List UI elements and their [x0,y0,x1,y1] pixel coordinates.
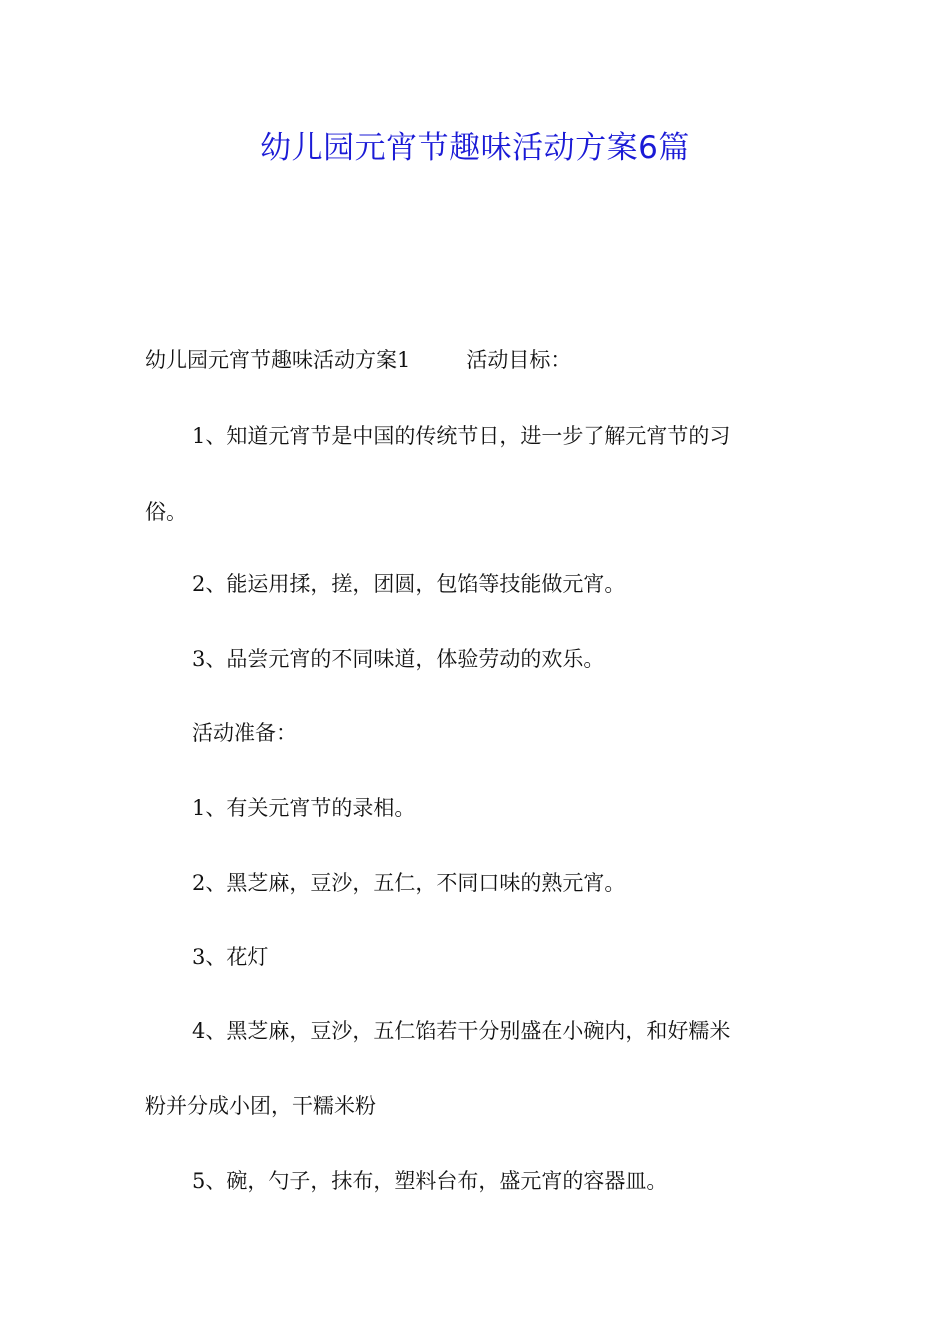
document-title: 幼儿园元宵节趣味活动方案6篇 [260,130,690,166]
goal-3: 3、品尝元宵的不同味道，体验劳动的欢乐。 [192,647,605,671]
goal-1-line-2: 俗。 [145,500,187,524]
goal-1-line-1: 1、知道元宵节是中国的传统节日，进一步了解元宵节的习 [192,424,731,448]
prep-heading: 活动准备： [192,721,297,745]
prep-2: 2、黑芝麻，豆沙，五仁，不同口味的熟元宵。 [192,871,626,895]
section-heading: 幼儿园元宵节趣味活动方案1 [145,348,411,372]
prep-4-line-1: 4、黑芝麻，豆沙，五仁馅若干分别盛在小碗内，和好糯米 [192,1019,731,1043]
section-heading-line [145,345,815,375]
prep-4-line-2: 粉并分成小团，干糯米粉 [145,1094,376,1118]
goals-heading: 活动目标： [466,348,572,372]
goal-2: 2、能运用揉，搓，团圆，包馅等技能做元宵。 [192,572,626,596]
prep-3: 3、花灯 [192,945,269,969]
prep-5: 5、碗，勺子，抹布，塑料台布，盛元宵的容器皿。 [192,1169,668,1193]
prep-1: 1、有关元宵节的录相。 [192,796,416,820]
